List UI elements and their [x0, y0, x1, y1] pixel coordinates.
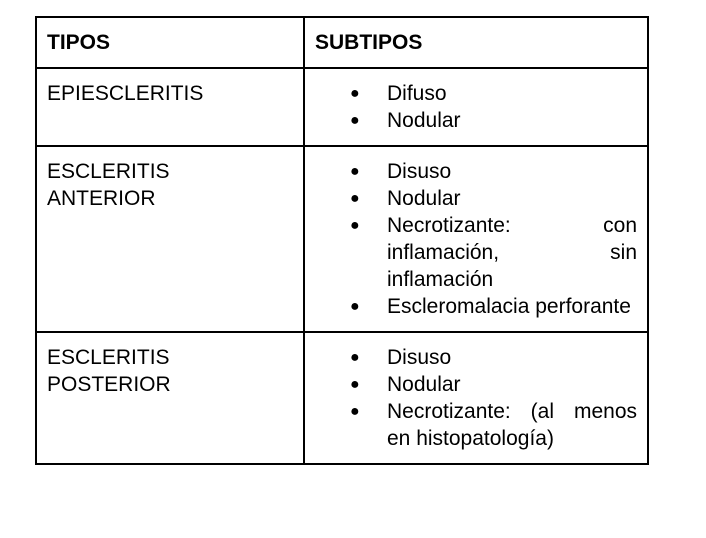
list-item: ● Nodular [315, 371, 637, 398]
list-item: ● Nodular [315, 107, 637, 134]
list-item: ● Disuso [315, 158, 637, 185]
header-row [36, 17, 648, 68]
subtipos-cell [304, 146, 648, 332]
subtipos-list [315, 344, 637, 452]
header-subtipos: SUBTIPOS [304, 17, 648, 68]
subtipos-list [315, 158, 637, 320]
scleritis-types-table [35, 16, 649, 465]
list-item: ● Escleromalacia perforante [315, 293, 637, 320]
list-item: ● Difuso [315, 80, 637, 107]
list-item: ● Necrotizante: con inflamación, sin inflamación [315, 212, 637, 293]
list-item: ● Nodular [315, 185, 637, 212]
subtipos-cell [304, 332, 648, 464]
subtipos-cell [304, 68, 648, 146]
list-item: ● Necrotizante: (al menos en histopatología) [315, 398, 637, 452]
subtipos-list [315, 80, 637, 134]
tipo-cell: ESCLERITIS POSTERIOR [36, 332, 304, 464]
tipo-cell: EPIESCLERITIS [36, 68, 304, 146]
list-item: ● Disuso [315, 344, 637, 371]
tipo-cell: ESCLERITIS ANTERIOR [36, 146, 304, 332]
table-row [36, 332, 648, 464]
table-row [36, 146, 648, 332]
header-tipos: TIPOS [36, 17, 304, 68]
table-row [36, 68, 648, 146]
